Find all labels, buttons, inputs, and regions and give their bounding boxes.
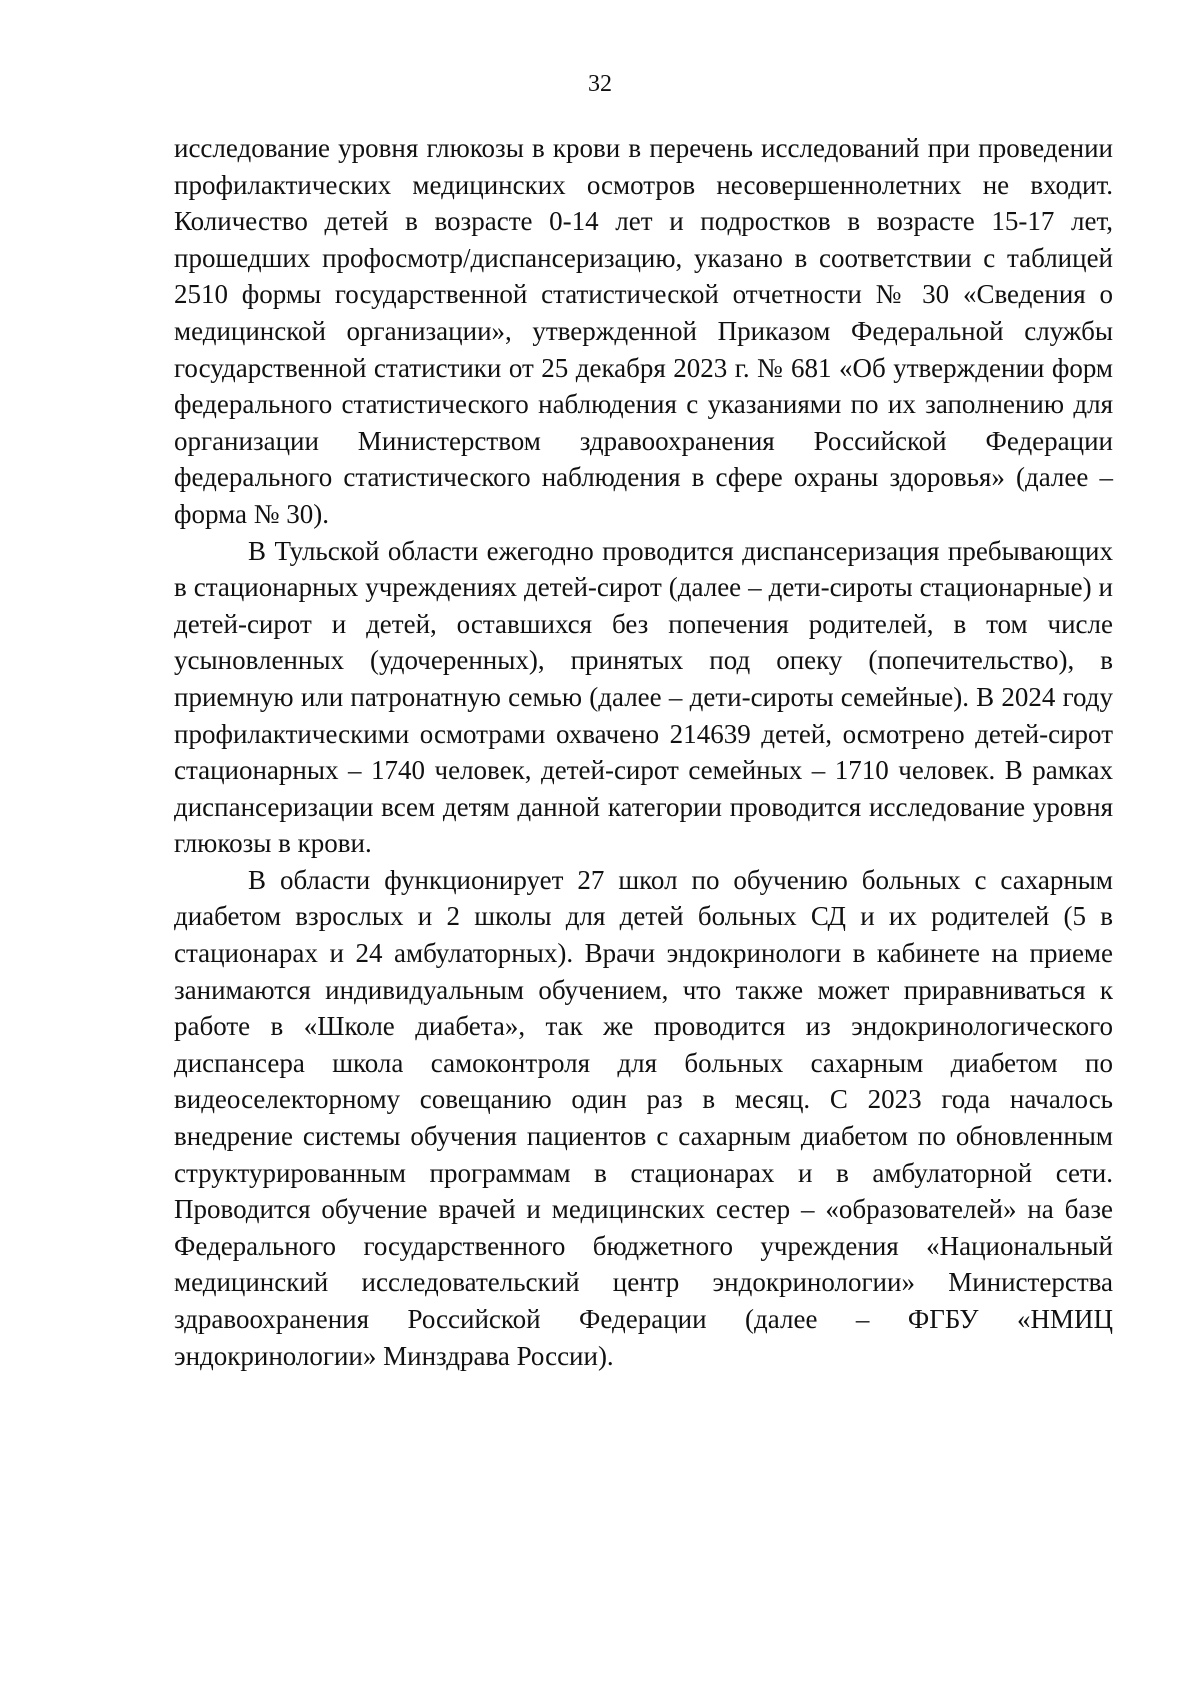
document-body	[174, 130, 1113, 1374]
paragraph-1: исследование уровня глюкозы в крови в перечень исследований при проведении профилактических медицинских осмотров несовершеннолетних не входит. Количество детей в возрасте 0-14 лет и подростков в возрасте 15-17 лет, прошедших профосмотр/диспансеризацию, указано в соответствии с таблицей 2510 формы государственной статистической отчетности № 30 «Сведения о медицинской организации», утвержденной Приказом Федеральной службы государственной статистики от 25 декабря 2023 г. № 681 «Об утверждении форм федерального статистического наблюдения с указаниями по их заполнению для организации Министерством здравоохранения Российской Федерации федерального статистического наблюдения в сфере охраны здоровья» (далее – форма № 30).	[174, 133, 1113, 529]
paragraph-3: В области функционирует 27 школ по обучению больных с сахарным диабетом взрослых и 2 школы для детей больных СД и их родителей (5 в стационарах и 24 амбулаторных). Врачи эндокринологи в кабинете на приеме занимаются индивидуальным обучением, что также может приравниваться к работе в «Школе диабета», так же проводится из эндокринологического диспансера школа самоконтроля для больных сахарным диабетом по видеоселекторному совещанию один раз в месяц. С 2023 года началось внедрение системы обучения пациентов с сахарным диабетом по обновленным структурированным программам в стационарах и в амбулаторной сети. Проводится обучение врачей и медицинских сестер – «образователей» на базе Федерального государственного бюджетного учреждения «Национальный медицинский исследовательский центр эндокринологии» Министерства здравоохранения Российской Федерации (далее – ФГБУ «НМИЦ эндокринологии» Минздрава России).	[174, 864, 1113, 1371]
paragraph-2: В Тульской области ежегодно проводится диспансеризация пребывающих в стационарных учреждениях детей-сирот (далее – дети-сироты стационарные) и детей-сирот и детей, оставшихся без попечения родителей, в том числе усыновленных (удочеренных), принятых под опеку (попечительство), в приемную или патронатную семью (далее – дети-сироты семейные). В 2024 году профилактическими осмотрами охвачено 214639 детей, осмотрено детей-сирот стационарных – 1740 человек, детей-сирот семейных – 1710 человек. В рамках диспансеризации всем детям данной категории проводится исследование уровня глюкозы в крови.	[174, 535, 1113, 859]
page-number: 32	[588, 71, 612, 97]
